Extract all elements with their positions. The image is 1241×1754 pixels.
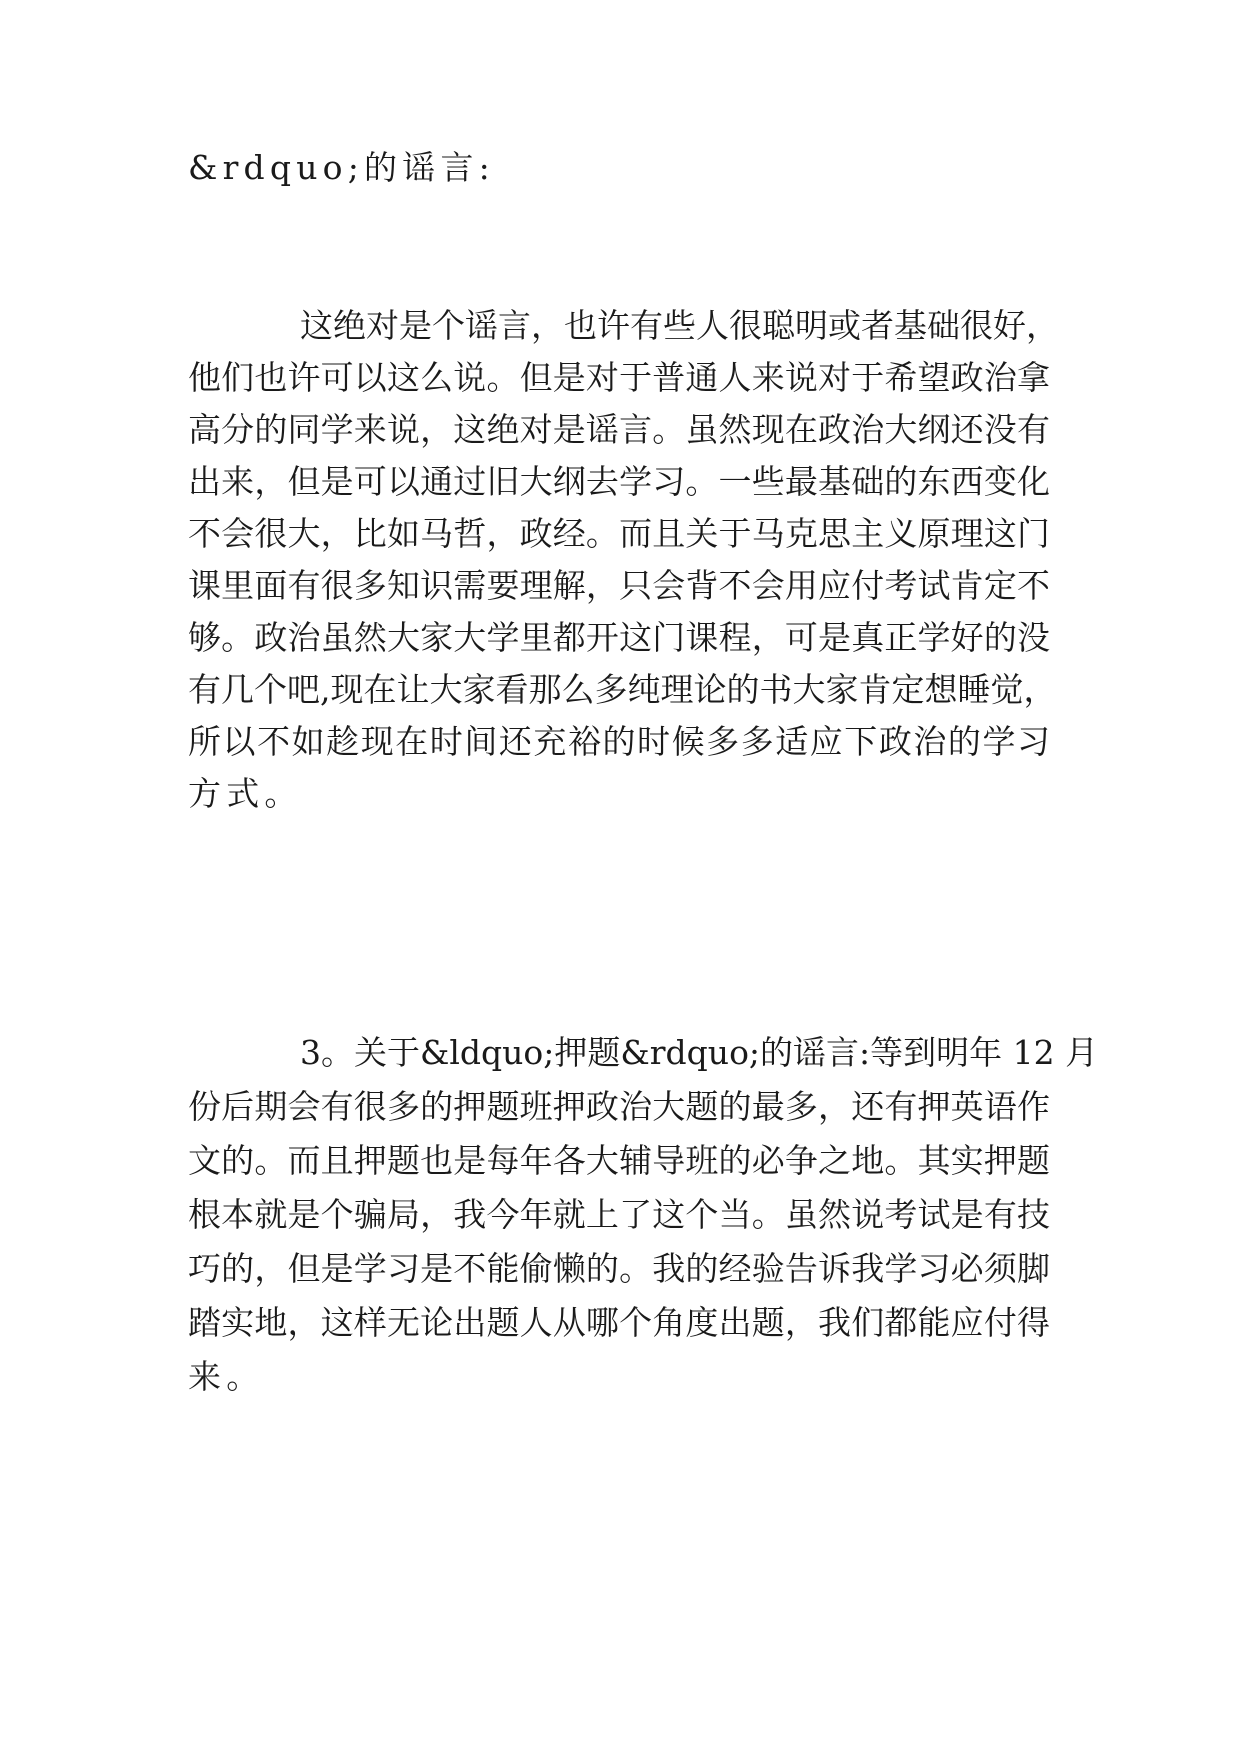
paragraph-2-line-6: 踏实地，这样无论出题人从哪个角度出题，我们都能应付得 [188,1303,1050,1342]
heading-line: &rdquo;的谣言: [188,148,495,187]
paragraph-1-line-6: 课里面有很多知识需要理解，只会背不会用应付考试肯定不 [188,566,1050,605]
paragraph-2-line-7: 来。 [188,1357,265,1396]
paragraph-2-line-2: 份后期会有很多的押题班押政治大题的最多，还有押英语作 [188,1087,1050,1126]
paragraph-2-line-5: 巧的，但是学习是不能偷懒的。我的经验告诉我学习必须脚 [188,1249,1050,1288]
paragraph-1-line-9: 所以不如趁现在时间还充裕的时候多多适应下政治的学习 [188,722,1050,761]
paragraph-1-line-1: 这绝对是个谣言，也许有些人很聪明或者基础很好， [300,306,1059,345]
paragraph-1-line-8: 有几个吧,现在让大家看那么多纯理论的书大家肯定想睡觉， [188,670,1057,709]
paragraph-1-line-7: 够。政治虽然大家大学里都开这门课程，可是真正学好的没 [188,618,1050,657]
paragraph-2-line-4: 根本就是个骗局，我今年就上了这个当。虽然说考试是有技 [188,1195,1050,1234]
paragraph-2-line-3: 文的。而且押题也是每年各大辅导班的必争之地。其实押题 [188,1141,1050,1180]
paragraph-1-line-10: 方式。 [188,774,303,813]
paragraph-1-line-4: 出来，但是可以通过旧大纲去学习。一些最基础的东西变化 [188,462,1050,501]
paragraph-1-line-3: 高分的同学来说，这绝对是谣言。虽然现在政治大纲还没有 [188,410,1050,449]
paragraph-2-line-1: 3。关于&ldquo;押题&rdquo;的谣言:等到明年 12 月 [300,1033,1099,1072]
paragraph-1-line-2: 他们也许可以这么说。但是对于普通人来说对于希望政治拿 [188,358,1050,397]
paragraph-1-line-5: 不会很大，比如马哲，政经。而且关于马克思主义原理这门 [188,514,1050,553]
